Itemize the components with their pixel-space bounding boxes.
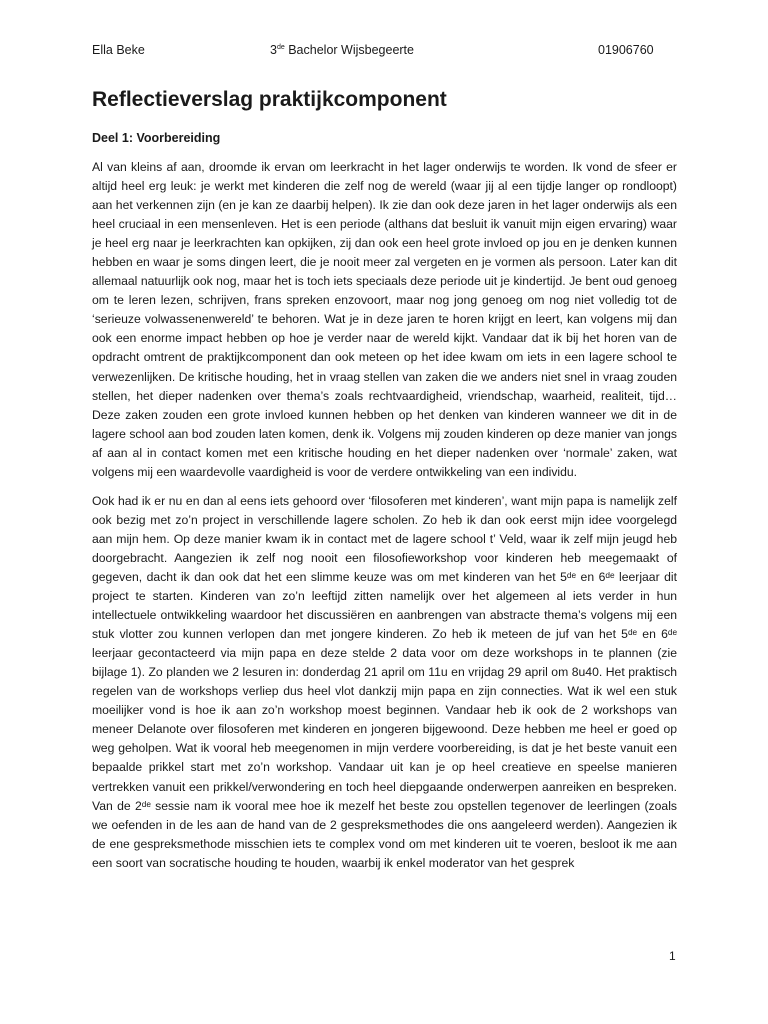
header-student-number: 01906760 [598,43,654,57]
page-number: 1 [669,949,676,963]
header-program-sup: de [276,43,285,51]
section-heading: Deel 1: Voorbereiding [92,131,221,145]
paragraph: Ook had ik er nu en dan al eens iets gehoord over ‘filosoferen met kinderen’, want mijn papa is namelijk zelf ook bezig met zo’n project in verschillende lagere scholen. Zo heb ik dan ook eerst mijn idee voorgelegd aan mijn hem. Op deze manier kwam ik in contact met de lagere school t’ Veld, waar ik zelf mijn jeugd heb doorgebracht. Aangezien ik zelf nog nooit een filosofieworkshop voor kinderen heb meegemaakt of gegeven, dacht ik dan ook dat het een slimme keuze was om met kinderen van het 5ᵈᵉ en 6ᵈᵉ leerjaar dit project te starten. Kinderen van zo’n leeftijd zitten namelijk over het algemeen al iets verder in hun intellectuele ontwikkeling waardoor het discussiëren en aanbrengen van abstracte thema’s volgens mij een stuk vlotter zou kunnen verlopen dan met jongere kinderen. Zo heb ik meteen de juf van het 5ᵈᵉ en 6ᵈᵉ leerjaar gecontacteerd via mijn papa en deze stelde 2 data voor om deze workshops in te plannen (zie bijlage 1). Zo planden we 2 lesuren in: donderdag 21 april om 11u en vrijdag 29 april om 8u40. Het praktisch regelen van de workshops verliep dus heel vlot dankzij mijn papa en zijn connecties. Wat ik wel een stuk moeilijker vond is hoe ik aan zo’n workshop moest beginnen. Vandaar heb ik ook de 2 workshops van meneer Delanote over filosoferen met kinderen en jongeren bijgewoond. Deze hebben me heel er goed op weg geholpen. Wat ik vooral heb meegenomen in mijn verdere voorbereiding, is dat je het beste vanuit een bepaalde prikkel start met zo’n workshop. Vandaar uit kan je op heel creatieve en speelse manieren vertrekken vanuit een prikkel/verwondering en toch heel diepgaande onderwerpen aanreiken en bespreken. Van de 2ᵈᵉ sessie nam ik vooral mee hoe ik mezelf het beste zou opstellen tegenover de leerlingen (zoals we oefenden in de les aan de hand van de 2 gespreksmethodes die ons aangeleerd werden). Aangezien ik de ene gespreksmethode misschien iets te complex vond om met kinderen uit te voeren, besloot ik me aan een soort van socratische houding te houden, waarbij ik enkel moderator van het gesprek [92,493,677,870]
header-program [270,43,414,57]
header-author: Ella Beke [92,43,145,57]
paragraph: Al van kleins af aan, droomde ik ervan om leerkracht in het lager onderwijs te worden. Ik vond de sfeer er altijd heel erg leuk: je werkt met kinderen die zelf nog de wereld (waar jij al een tijdje langer op rondloopt) aan het verkennen zijn (en je kan ze daarbij helpen). Ik zie dan ook deze jaren in het lager onderwijs als een heel cruciaal in een mensenleven. Het is een periode (althans dat besluit ik vanuit mijn eigen ervaring) waar je heel erg naar je leerkrachten kan opkijken, zij dan ook een heel grote invloed op jou en je denken kunnen hebben en waar je soms dingen leert, die je nooit meer zal vergeten en je vormen als persoon. Later kan dit allemaal natuurlijk ook nog, maar het is toch iets speciaals deze periode uit je kindertijd. Je bent oud genoeg om te leren lezen, schrijven, frans spreken enzovoort, maar nog jong genoeg om nog niet volledig tot de ‘serieuze volwassenenwereld’ te behoren. Wat je in deze jaren te horen krijgt en leert, kan volgens mij dan ook een enorme impact hebben op hoe je verder naar de wereld kijkt. Vandaar dat ik bij het horen van de opdracht omtrent de praktijkcomponent dan ook meteen op het idee kwam om iets in een lagere school te verwezenlijken. De kritische houding, het in vraag stellen van zaken die we anders niet snel in vraag zouden stellen, het dieper nadenken over thema’s zoals rechtvaardigheid, vriendschap, waarheid, realiteit, tijd… Deze zaken zouden een grote invloed kunnen hebben op het denken van kinderen wanneer we dit in de lagere school aan bod zouden laten komen, denk ik. Volgens mij zouden kinderen op deze manier van jongs af aan al in contact komen met een kritische houding en het dieper nadenken over ‘normale’ zaken, wat volgens mij een waardevolle vaardigheid is voor de verdere ontwikkeling van een individu. [92,160,677,479]
header-program-rest: Bachelor Wijsbegeerte [284,43,414,57]
header-program-prefix: 3 [270,43,277,57]
document-title: Reflectieverslag praktijkcomponent [92,88,447,111]
body-text [92,158,677,883]
